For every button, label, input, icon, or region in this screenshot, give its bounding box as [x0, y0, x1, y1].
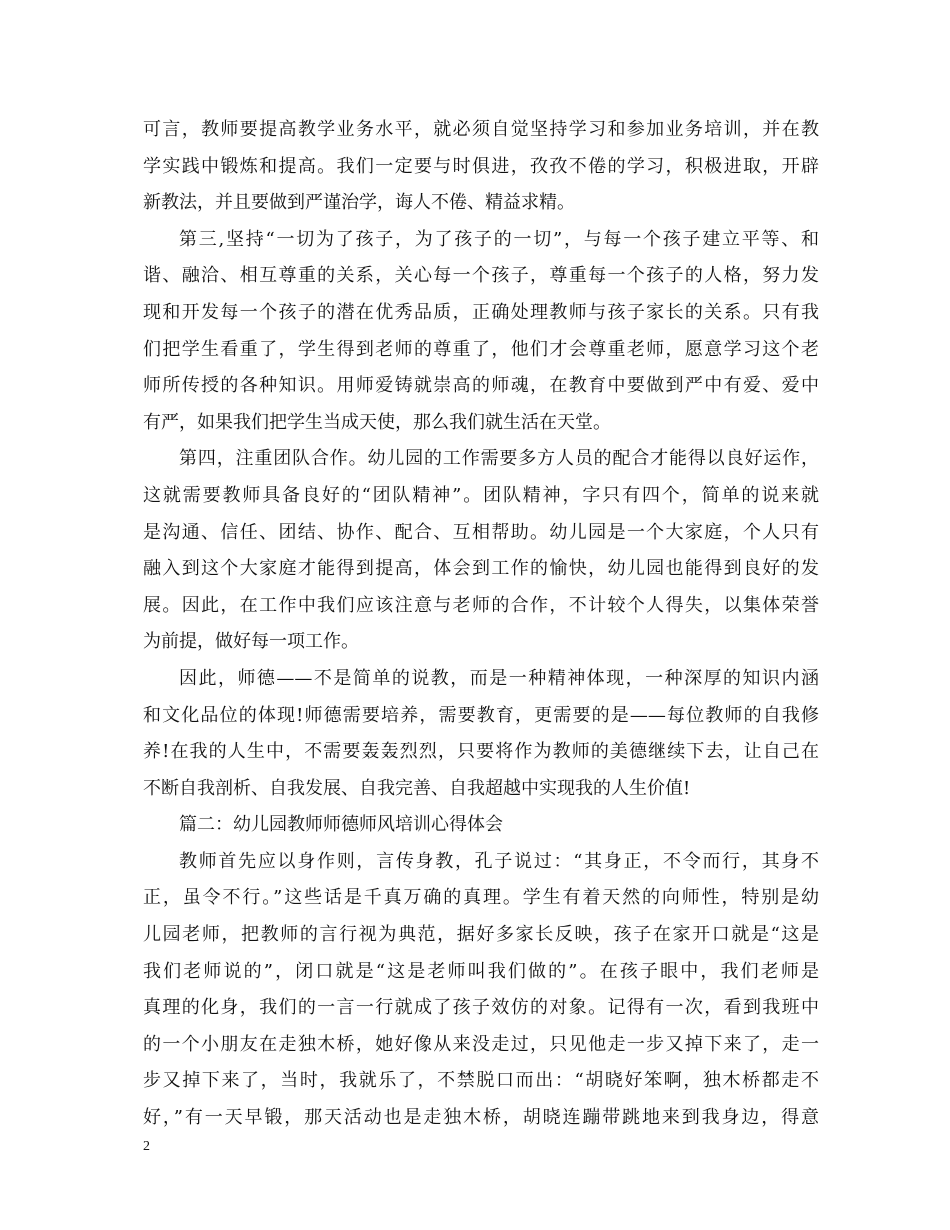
text-line: 是沟通、信任、团结、协作、配合、互相帮助。幼儿园是一个大家庭，个人只有	[143, 521, 819, 543]
text-line: 为前提，做好每一项工作。	[143, 631, 359, 653]
text-line: 因此，师德——不是简单的说教，而是一种精神体现，一种深厚的知识内涵	[179, 667, 819, 689]
text-line: 第三,坚持“一切为了孩子，为了孩子的一切”，与每一个孩子建立平等、和	[179, 228, 819, 250]
text-line: 学实践中锻炼和提高。我们一定要与时俱进，孜孜不倦的学习，积极进取，开辟	[143, 155, 819, 177]
text-line: 谐、融洽、相互尊重的关系，关心每一个孩子，尊重每一个孩子的人格，努力发	[143, 265, 819, 287]
text-line: 正，虽令不行。”这些话是千真万确的真理。学生有着天然的向师性，特别是幼	[143, 887, 819, 909]
text-line: 步又掉下来了，当时，我就乐了，不禁脱口而出：“胡晓好笨啊，独木桥都走不	[143, 1070, 819, 1092]
page-number: 2	[143, 1139, 150, 1154]
text-line: 可言，教师要提高教学业务水平，就必须自觉坚持学习和参加业务培训，并在教	[143, 119, 819, 140]
text-line: 新教法，并且要做到严谨治学，诲人不倦、精益求精。	[143, 192, 575, 214]
text-line: 养!在我的人生中，不需要轰轰烈烈，只要将作为教师的美德继续下去，让自己在	[143, 741, 819, 763]
text-line: 好，”有一天早锻，那天活动也是走独木桥，胡晓连蹦带跳地来到我身边，得意	[143, 1107, 819, 1129]
document-body	[143, 112, 819, 1137]
text-line: 展。因此，在工作中我们应该注意与老师的合作，不计较个人得失，以集体荣誉	[143, 594, 819, 616]
text-line: 儿园老师，把教师的言行视为典范，据好多家长反映，孩子在家开口就是“这是	[143, 924, 819, 946]
text-line: 我们老师说的”，闭口就是“这是老师叫我们做的”。在孩子眼中，我们老师是	[143, 960, 819, 982]
text-line: 这就需要教师具备良好的“团队精神”。团队精神，字只有四个，简单的说来就	[143, 484, 819, 506]
text-line: 不断自我剖析、自我发展、自我完善、自我超越中实现我的人生价值!	[143, 777, 691, 799]
text-line: 和文化品位的体现!师德需要培养，需要教育，更需要的是——每位教师的自我修	[143, 704, 819, 726]
text-line: 教师首先应以身作则，言传身教，孔子说过：“其身正，不令而行，其身不	[179, 850, 819, 872]
text-line: 有严，如果我们把学生当成天使，那么我们就生活在天堂。	[143, 411, 611, 433]
text-line: 真理的化身，我们的一言一行就成了孩子效仿的对象。记得有一次，看到我班中	[143, 997, 819, 1019]
text-line: 师所传授的各种知识。用师爱铸就崇高的师魂，在教育中要做到严中有爱、爱中	[143, 375, 819, 397]
text-line: 融入到这个大家庭才能得到提高，体会到工作的愉快，幼儿园也能得到良好的发	[143, 558, 819, 580]
text-line: 的一个小朋友在走独木桥，她好像从来没走过，只见他走一步又掉下来了，走一	[143, 1033, 819, 1055]
text-line: 篇二：幼儿园教师师德师风培训心得体会	[179, 814, 503, 836]
text-line: 们把学生看重了，学生得到老师的尊重了，他们才会尊重老师，愿意学习这个老	[143, 338, 819, 360]
text-line: 现和开发每一个孩子的潜在优秀品质，正确处理教师与孩子家长的关系。只有我	[143, 301, 819, 323]
text-line: 第四，注重团队合作。幼儿园的工作需要多方人员的配合才能得以良好运作，	[179, 448, 819, 470]
